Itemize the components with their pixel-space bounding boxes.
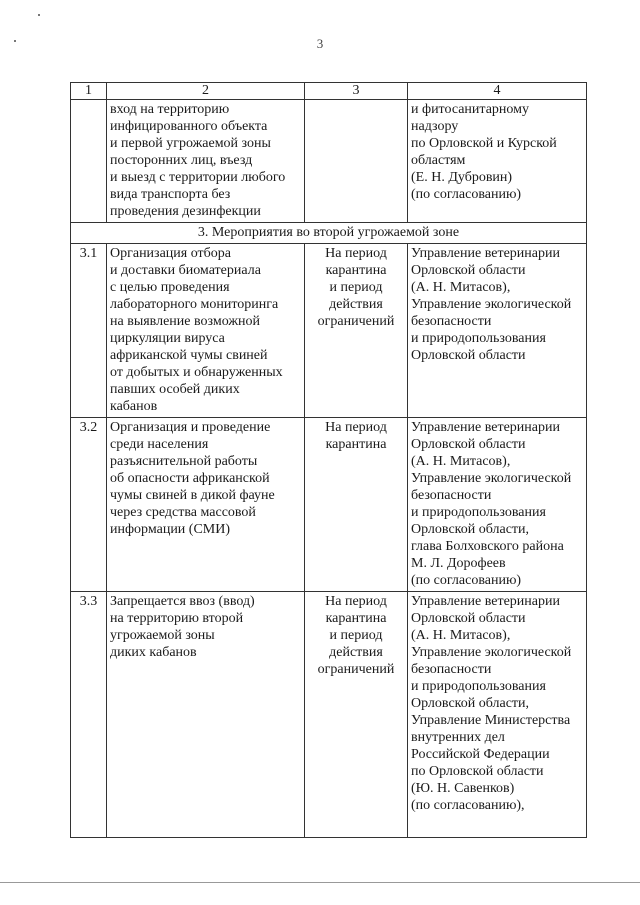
cell-line: лабораторного мониторинга — [110, 297, 279, 312]
term-cell — [305, 100, 408, 223]
measure-cell — [107, 100, 305, 223]
section-title-row — [71, 223, 587, 244]
cell-line: Орловской области, — [411, 696, 530, 711]
responsible-cell — [408, 244, 587, 418]
cell-line: Управление экологической — [411, 645, 572, 660]
cell-line: карантина — [325, 437, 387, 452]
cell-line: (А. Н. Митасов), — [411, 454, 511, 469]
cell-line: от добытых и обнаруженных — [110, 365, 283, 380]
responsible-cell — [408, 418, 587, 592]
row-number: 3.2 — [71, 418, 107, 592]
scan-bottom-edge — [0, 882, 640, 883]
cell-line: безопасности — [411, 314, 492, 329]
cell-line: по Орловской области — [411, 764, 544, 779]
cell-line: Управление экологической — [411, 471, 572, 486]
cell-line: Орловской области — [411, 611, 526, 626]
cell-line: на территорию второй — [110, 611, 244, 626]
cell-line: Управление ветеринарии — [411, 420, 560, 435]
cell-line: действия — [329, 645, 383, 660]
cell-line: (А. Н. Митасов), — [411, 280, 511, 295]
cell-line: и выезд с территории любого — [110, 170, 286, 185]
cell-line: глава Болховского района — [411, 539, 564, 554]
cell-line: циркуляции вируса — [110, 331, 225, 346]
cell-line: (А. Н. Митасов), — [411, 628, 511, 643]
cell-line: карантина — [325, 611, 387, 626]
cell-line: и период — [329, 280, 383, 295]
row-number: 3.3 — [71, 592, 107, 838]
cell-line: карантина — [325, 263, 387, 278]
table-row — [71, 592, 587, 838]
term-cell — [305, 418, 408, 592]
cell-line: Запрещается ввоз (ввод) — [110, 594, 255, 609]
cell-line: информации (СМИ) — [110, 522, 231, 537]
cell-line: и первой угрожаемой зоны — [110, 136, 271, 151]
cell-line: инфицированного объекта — [110, 119, 268, 134]
cell-line: и природопользования — [411, 331, 546, 346]
cell-line: об опасности африканской — [110, 471, 270, 486]
cell-line: с целью проведения — [110, 280, 230, 295]
cell-line: Управление экологической — [411, 297, 572, 312]
cell-line: павших особей диких — [110, 382, 240, 397]
cell-line: и природопользования — [411, 679, 546, 694]
cell-line: диких кабанов — [110, 645, 197, 660]
cell-line: (по согласованию), — [411, 798, 525, 813]
cell-line: внутренних дел — [411, 730, 505, 745]
cell-line: Управление ветеринарии — [411, 246, 560, 261]
cell-line: (Е. Н. Дубровин) — [411, 170, 513, 185]
cell-line: Орловской области — [411, 263, 526, 278]
cell-line: проведения дезинфекции — [110, 204, 261, 219]
cell-line: на выявление возможной — [110, 314, 261, 329]
cell-line: вида транспорта без — [110, 187, 231, 202]
cell-line: М. Л. Дорофеев — [411, 556, 506, 571]
cell-line: надзору — [411, 119, 459, 134]
section-title: 3. Мероприятия во второй угрожаемой зоне — [71, 223, 587, 244]
cell-line: (по согласованию) — [411, 187, 522, 202]
table-row-continued — [71, 100, 587, 223]
cell-line: среди населения — [110, 437, 209, 452]
header-col-1: 1 — [71, 83, 107, 100]
cell-line: Организация и проведение — [110, 420, 271, 435]
cell-line: Управление ветеринарии — [411, 594, 560, 609]
cell-line: и период — [329, 628, 383, 643]
cell-line: областям — [411, 153, 466, 168]
responsible-cell — [408, 100, 587, 223]
cell-line: На период — [325, 594, 387, 609]
cell-line: На период — [325, 420, 387, 435]
cell-line: африканской чумы свиней — [110, 348, 268, 363]
row-number — [71, 100, 107, 223]
cell-line: ограничений — [317, 314, 395, 329]
cell-line: Орловской области — [411, 348, 526, 363]
cell-line: Орловской области, — [411, 522, 530, 537]
cell-line: На период — [325, 246, 387, 261]
header-col-2: 2 — [107, 83, 305, 100]
cell-line: кабанов — [110, 399, 158, 414]
cell-line: разъяснительной работы — [110, 454, 258, 469]
measure-cell — [107, 418, 305, 592]
cell-line: (по согласованию) — [411, 573, 522, 588]
scan-speck — [14, 40, 16, 42]
header-col-4: 4 — [408, 83, 587, 100]
table-row — [71, 418, 587, 592]
cell-line: и доставки биоматериала — [110, 263, 261, 278]
cell-line: Управление Министерства — [411, 713, 571, 728]
cell-line: и природопользования — [411, 505, 546, 520]
cell-line: и фитосанитарному — [411, 102, 530, 117]
page-number: 3 — [316, 36, 324, 51]
table-header-row — [71, 83, 587, 100]
cell-line: чумы свиней в дикой фауне — [110, 488, 275, 503]
cell-line: Орловской области — [411, 437, 526, 452]
cell-line: (Ю. Н. Савенков) — [411, 781, 515, 796]
cell-line: ограничений — [317, 662, 395, 677]
cell-line: безопасности — [411, 662, 492, 677]
table-row — [71, 244, 587, 418]
row-number: 3.1 — [71, 244, 107, 418]
term-cell — [305, 592, 408, 838]
cell-line: безопасности — [411, 488, 492, 503]
cell-line: Организация отбора — [110, 246, 231, 261]
measure-cell — [107, 244, 305, 418]
term-cell — [305, 244, 408, 418]
cell-line: действия — [329, 297, 383, 312]
cell-line: угрожаемой зоны — [110, 628, 215, 643]
scan-speck — [38, 14, 40, 16]
cell-line: вход на территорию — [110, 102, 230, 117]
measure-cell — [107, 592, 305, 838]
measures-table — [70, 82, 587, 838]
header-col-3: 3 — [305, 83, 408, 100]
cell-line: Российской Федерации — [411, 747, 550, 762]
cell-line: по Орловской и Курской — [411, 136, 557, 151]
cell-line: через средства массовой — [110, 505, 256, 520]
responsible-cell — [408, 592, 587, 838]
cell-line: посторонних лиц, въезд — [110, 153, 253, 168]
